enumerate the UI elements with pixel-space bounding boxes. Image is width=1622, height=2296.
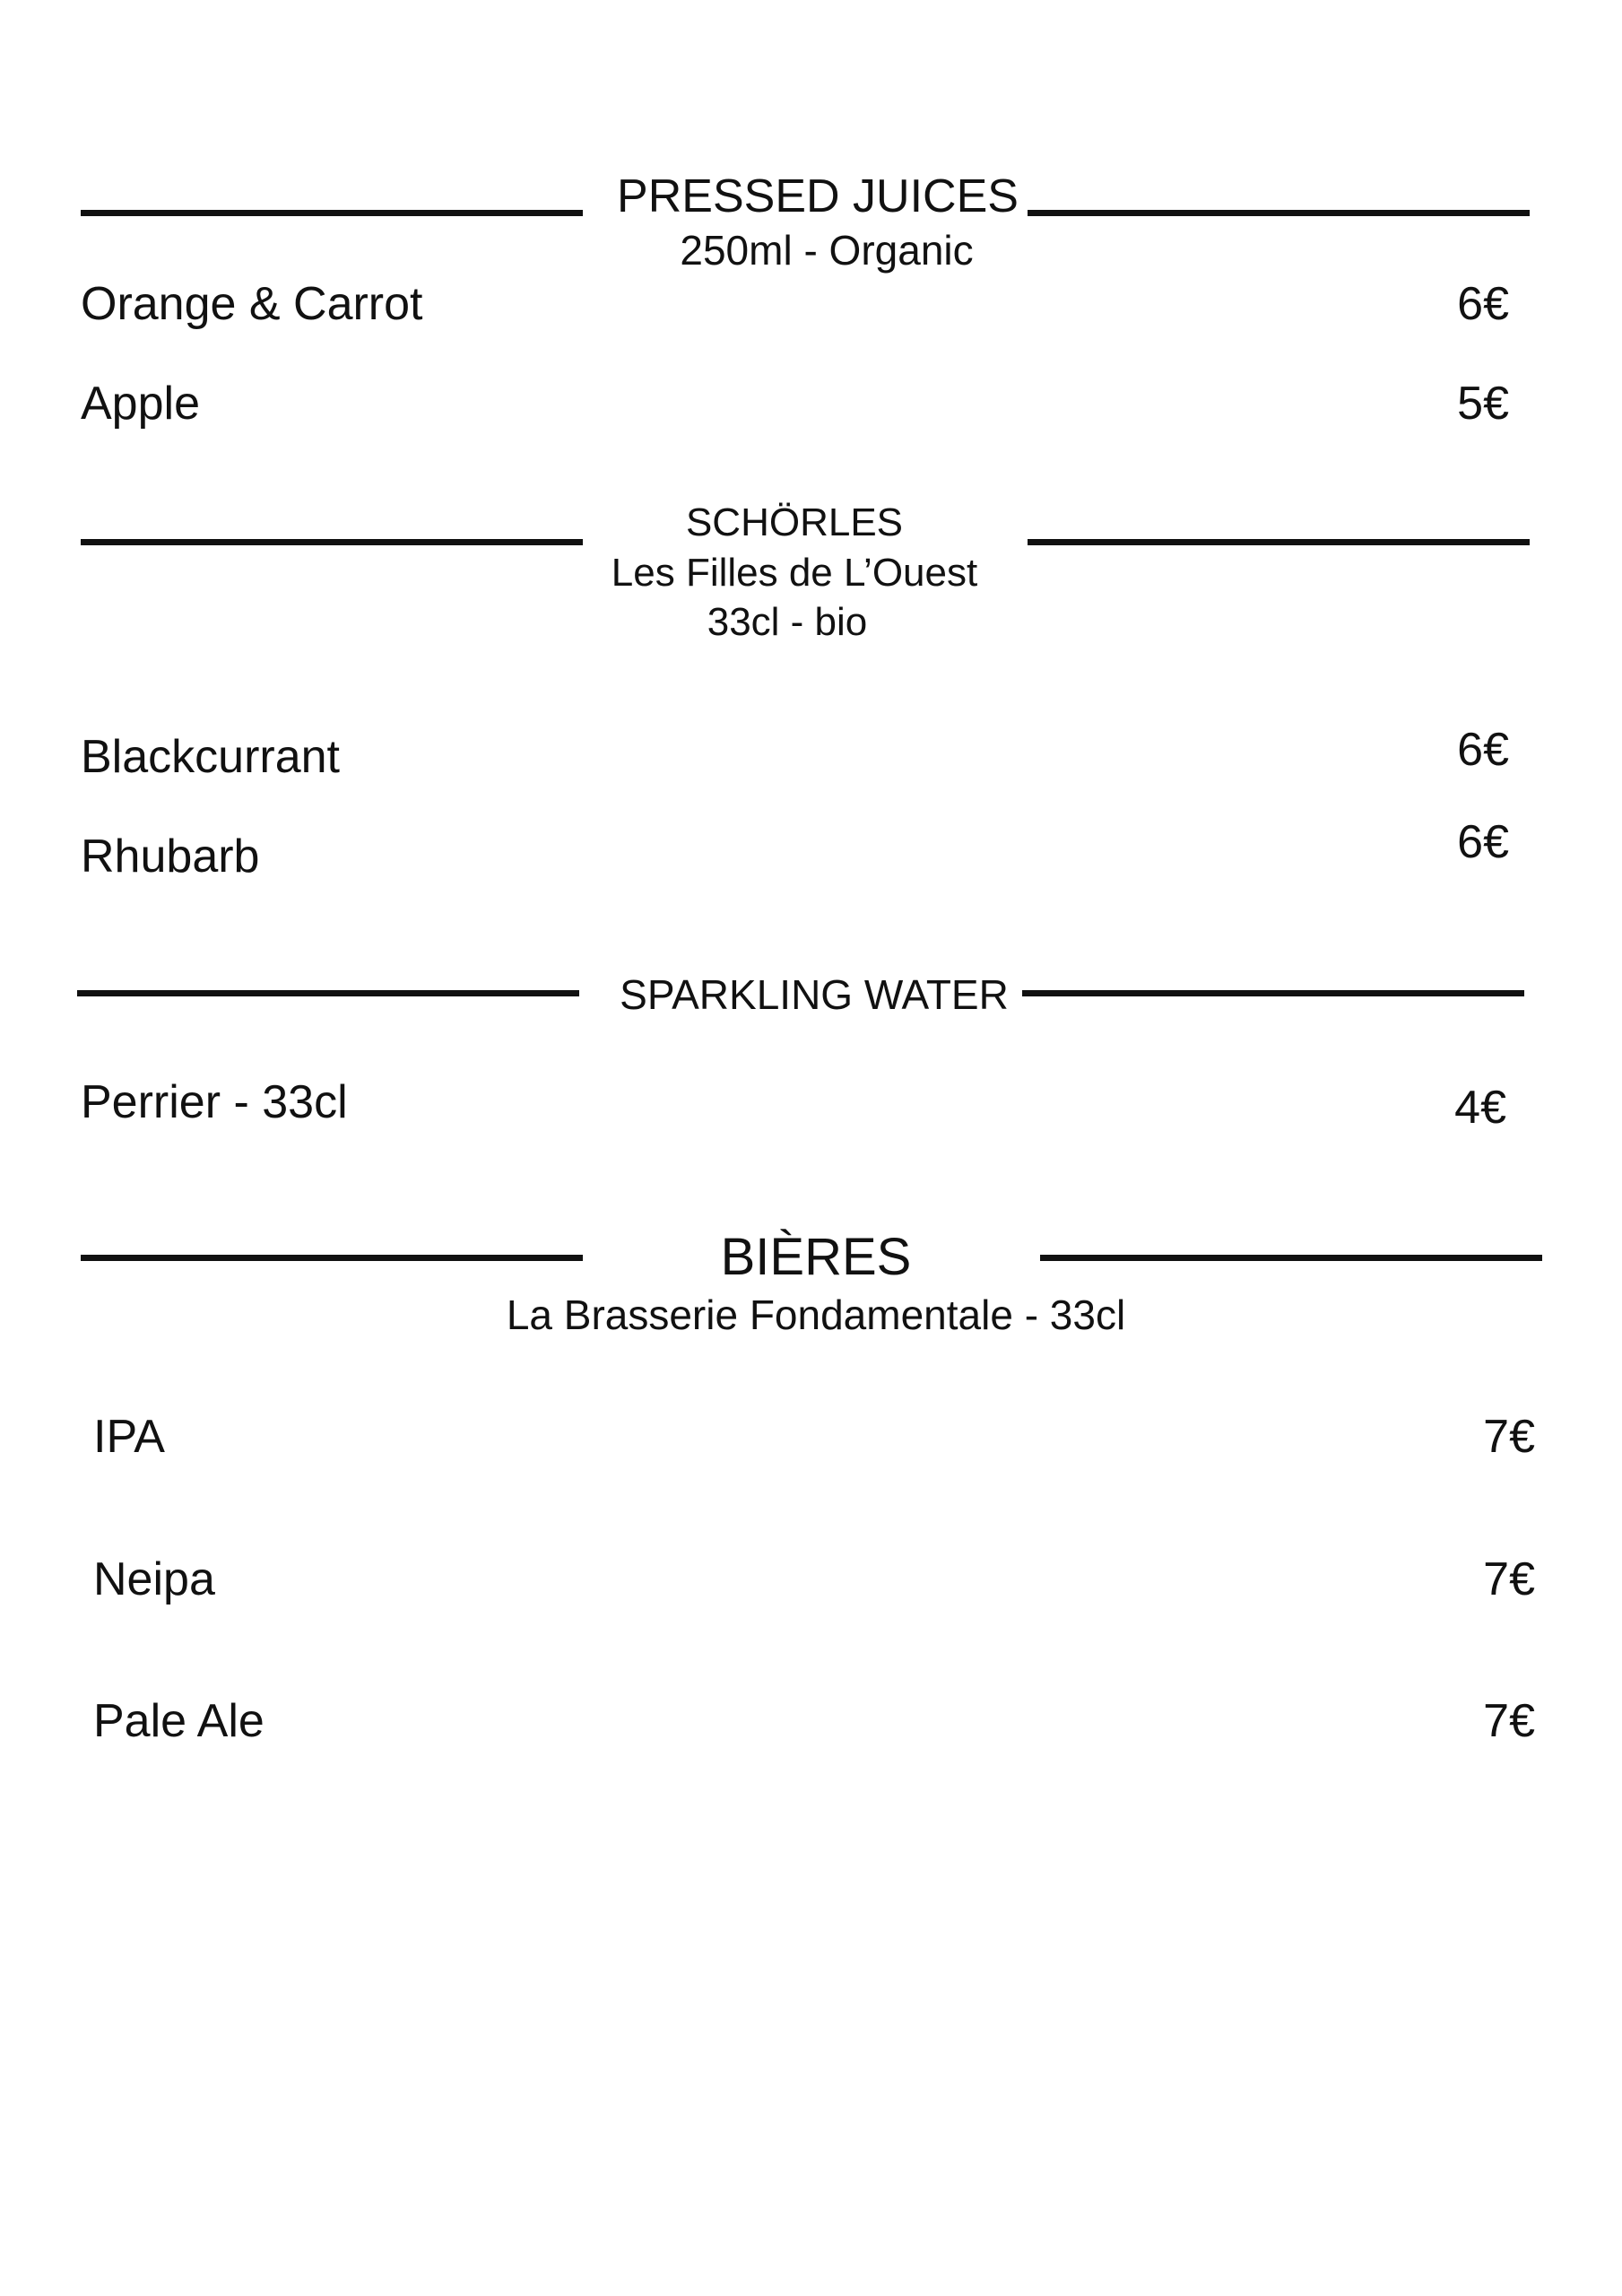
section-title-schorles: SCHÖRLES (685, 500, 904, 544)
menu-item-price: 6€ (1457, 816, 1509, 868)
menu-item-name: Pale Ale (93, 1695, 265, 1747)
menu-item-name: Neipa (93, 1553, 215, 1605)
menu-item-name: Apple (81, 378, 200, 430)
section-divider-right (1028, 210, 1530, 216)
menu-item-price: 7€ (1483, 1695, 1535, 1747)
section-divider-right (1040, 1255, 1542, 1261)
section-divider-left (81, 1255, 583, 1261)
menu-item-name: IPA (93, 1411, 165, 1463)
menu-item-price: 6€ (1457, 278, 1509, 330)
menu-item-price: 7€ (1483, 1553, 1535, 1605)
menu-item-price: 4€ (1454, 1082, 1506, 1134)
section-divider-left (77, 990, 579, 996)
section-divider-left (81, 539, 583, 545)
menu-item-price: 5€ (1457, 378, 1509, 430)
section-divider-right (1028, 539, 1530, 545)
menu-item-price: 7€ (1483, 1411, 1535, 1463)
menu-item-price: 6€ (1457, 724, 1509, 776)
section-divider-left (81, 210, 583, 216)
section-subtitle-bieres: La Brasserie Fondamentale - 33cl (506, 1292, 1126, 1338)
section-title-pressed-juices: PRESSED JUICES (617, 170, 1019, 222)
menu-item-name: Orange & Carrot (81, 278, 423, 330)
section-subtitle-pressed-juices: 250ml - Organic (680, 227, 974, 274)
section-divider-right (1022, 990, 1524, 996)
section-title-sparkling-water: SPARKLING WATER (620, 971, 1009, 1018)
menu-item-name: Rhubarb (81, 831, 260, 883)
section-subtitle-schorles-size: 33cl - bio (707, 600, 868, 644)
section-title-bieres: BIÈRES (720, 1228, 912, 1286)
section-subtitle-schorles-producer: Les Filles de L’Ouest (611, 551, 978, 595)
menu-item-name: Perrier - 33cl (81, 1076, 348, 1128)
menu-item-name: Blackcurrant (81, 731, 340, 783)
